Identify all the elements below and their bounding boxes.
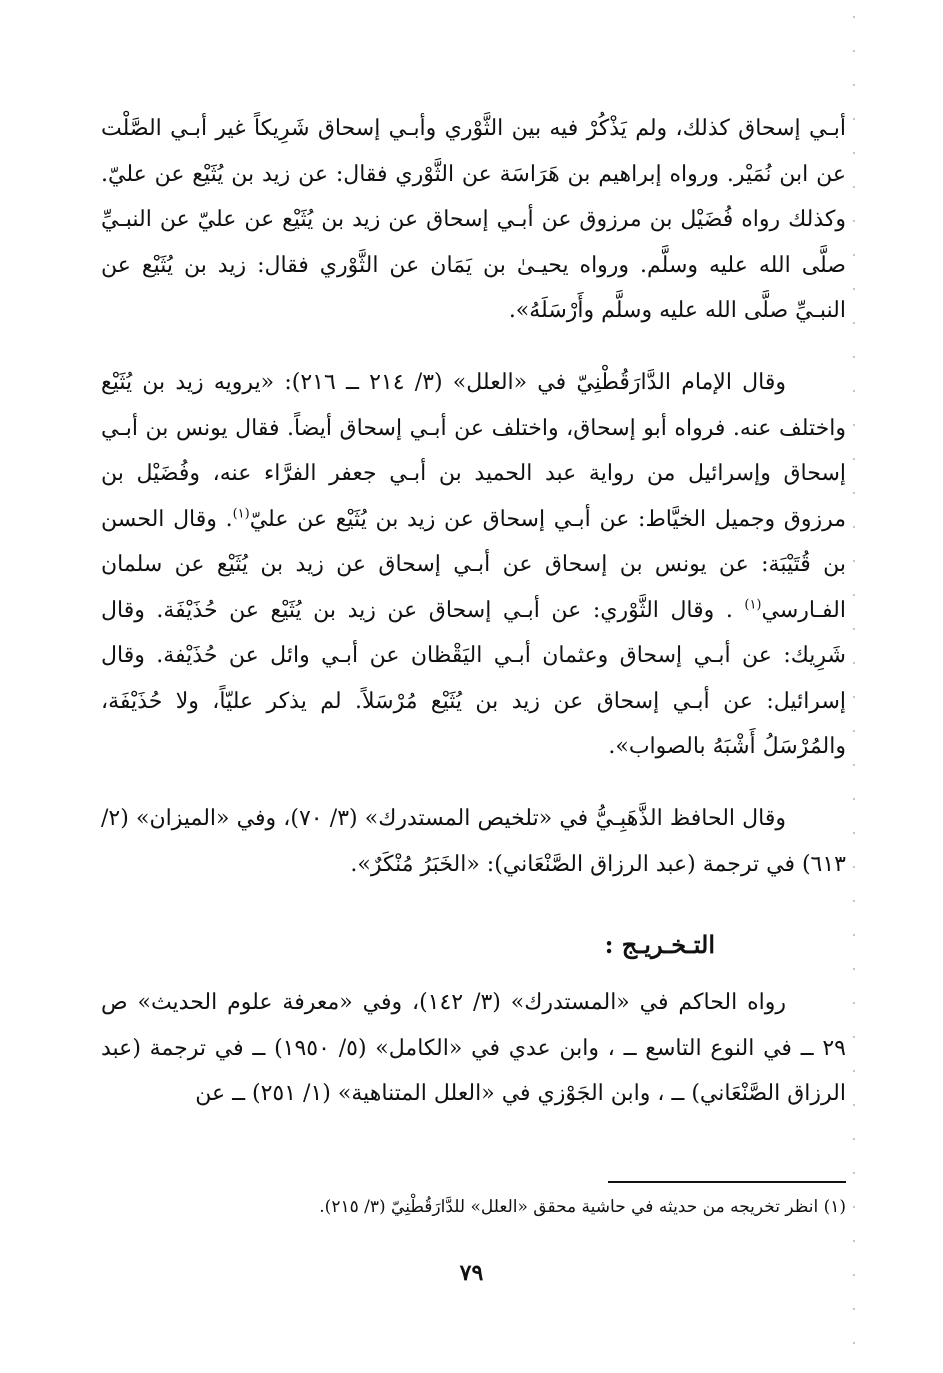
footnote-1: (١) انظر تخريجه من حديثه في حاشية محقق «العلل» للدَّارَقُطْنِيّ (٣/ ٢١٥). [319,1197,846,1217]
paragraph-2-part-3: . وقال الثَّوْري: عن أبـي إسحاق عن زيد بن يُثَيْع عن حُذَيْفَة. وقال شَرِيك: عن أبـي إسحاق وعثمان أبـي اليَقْظان عن أبـي وائل عن حُذَيْفة. وقال إسرائيل: عن أبـي إسحاق عن زيد بن يُثَيْع مُرْسَلاً. لم يذكر عليّاً، ولا حُذَيْفَة، والمُرْسَلُ أَشْبَهُ بالصواب». [101,597,846,759]
paragraph-4 [101,980,846,1117]
paragraph-1 [101,106,846,334]
margin-dotted-line [852,0,856,1373]
footnote-divider [608,1181,846,1183]
paragraph-2-part-2: . وقال الحسن بن قُتَيْبَة: عن يونس بن إسحاق عن أبـي إسحاق عن زيد بن يُثَيْع عن سلمان الفـارسي [101,506,846,623]
paragraph-3-text: وقال الحافظ الذَّهَبِـيُّ في «تلخيص المستدرك» (٣/ ٧٠)، وفي «الميزان» (٢/ ٦١٣) في ترجمة (عبد الرزاق الصَّنْعَاني): «الخَبَرُ مُنْكَرٌ». [101,806,846,877]
footnote-ref-1[interactable]: (١) [232,506,250,522]
paragraph-2-part-1: وقال الإمام الدَّارَقُطْنِيّ في «العلل» (٣/ ٢١٤ ــ ٢١٦): «يرويه زيد بن يُثَيْع واختلف عنه. فرواه أبو إسحاق، واختلف عن أبـي إسحاق أيضاً. فقال يونس بن أبـي إسحاق وإسرائيل من رواية عبد الحميد بن أبـي جعفر الفرَّاء عنه، وفُضَيْل بن مرزوق وجميل الخيَّاط: عن أبـي إسحاق عن زيد بن يُثَيْع عن عليّ [101,370,846,532]
section-heading-takhrij: التـخـريـج : [604,930,715,959]
paragraph-2-text [101,360,846,770]
paragraph-1-text: أبـي إسحاق كذلك، ولم يَذْكُرْ فيه بين الثَّوْري وأبـي إسحاق شَرِيكاً غير أبـي الصَّلْت عن ابن نُمَيْر. ورواه إبراهيم بن هَرَاسَة عن الثَّوْري فقال: عن زيد بن يُثَيْع عن عليّ. وكذلك رواه فُضَيْل بن مرزوق عن أبـي إسحاق عن زيد بن يُثَيْع عن عليّ عن النبـيِّ صلَّى الله عليه وسلَّم. ورواه يحيـىٰ بن يَمَان عن الثَّوْري فقال: زيد بن يُثَيْع عن النبـيِّ صلَّى الله عليه وسلَّم وأَرْسَلَهُ». [101,116,846,323]
page-number: ٧٩ [459,1260,484,1286]
paragraph-4-text: رواه الحاكم في «المستدرك» (٣/ ١٤٢)، وفي «معرفة علوم الحديث» ص ٢٩ ــ في النوع التاسع ــ ، وابن عدي في «الكامل» (٥/ ١٩٥٠) ــ في ترجمة (عبد الرزاق الصَّنْعَاني) ــ ، وابن الجَوْزي في «العلل المتناهية» (١/ ٢٥١) ــ عن [101,990,846,1106]
paragraph-2 [101,360,846,770]
paragraph-3 [101,796,846,887]
footnote-ref-2[interactable]: (١) [744,597,762,613]
